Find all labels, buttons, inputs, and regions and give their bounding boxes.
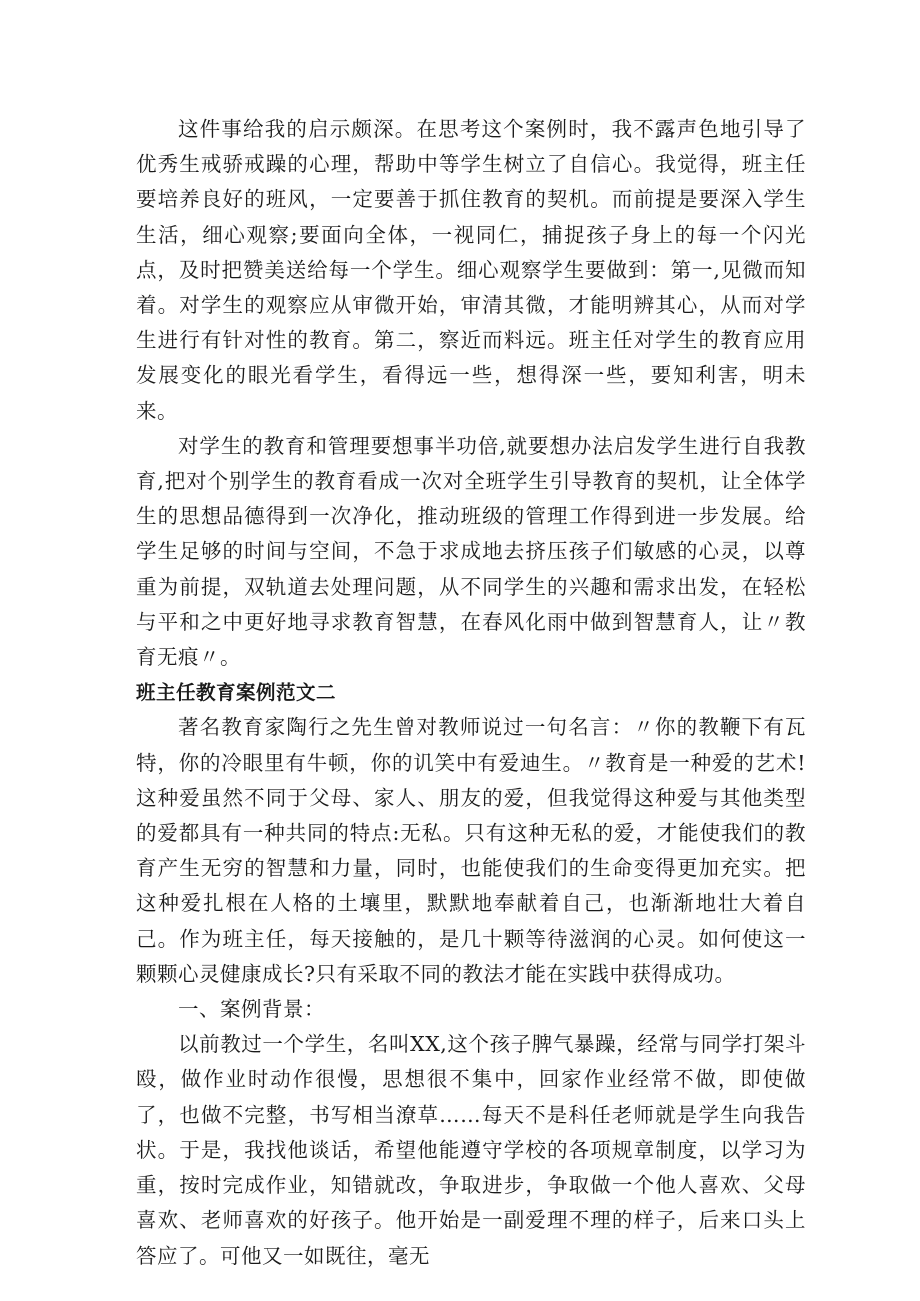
paragraph-love-of-education: 著名教育家陶行之先生曾对教师说过一句名言：〃你的教鞭下有瓦特，你的冷眼里有牛顿，你的讥笑中有爱迪生。〃教育是一种爱的艺术!这种爱虽然不同于父母、家人、朋友的爱，但我觉得这种爱与其他类型的爱都具有一种共同的特点:无私。只有这种无私的爱，才能使我们的教育产生无穷的智慧和力量，同时，也能使我们的生命变得更加充实。把这种爱扎根在人格的土壤里，默默地奉献着自己，也渐渐地壮大着自己。作为班主任，每天接触的，是几十颗等待滋润的心灵。如何使这一颗颗心灵健康成长?只有采取不同的教法才能在实践中获得成功。 (136, 715, 806, 986)
paragraph-student-story: 以前教过一个学生，名叫XX,这个孩子脾气暴躁，经常与同学打架斗殴，做作业时动作很慢，思想很不集中，回家作业经常不做，即使做了，也做不完整，书写相当潦草……每天不是科任老师就是学生向我告状。于是，我找他谈话，希望他能遵守学校的各项规章制度，以学习为重，按时完成作业，知错就改，争取进步，争取做一个他人喜欢、父母喜欢、老师喜欢的好孩子。他开始是一副爱理不理的样子，后来口头上答应了。可他又一如既往，毫无 (136, 1032, 806, 1268)
section-title: 班主任教育案例范文二 (136, 681, 337, 705)
paragraph-case-reflection: 这件事给我的启示颇深。在思考这个案例时，我不露声色地引导了优秀生戒骄戒躁的心理，帮助中等学生树立了自信心。我觉得，班主任要培养良好的班风，一定要善于抓住教育的契机。而前提是要深入学生生活，细心观察;要面向全体，一视同仁，捕捉孩子身上的每一个闪光点，及时把赞美送给每一个学生。细心观察学生要做到：第一,见微而知着。对学生的观察应从审微开始，审清其微，才能明辨其心，从而对学生进行有针对性的教育。第二，察近而料远。班主任对学生的教育应用发展变化的眼光看学生，看得远一些，想得深一些，要知利害，明未来。 (136, 117, 806, 423)
subheading-case-background: 一、案例背景： (178, 997, 325, 1022)
document-page (136, 112, 806, 1274)
paragraph-self-education: 对学生的教育和管理要想事半功倍,就要想办法启发学生进行自我教育,把对个别学生的教育看成一次对全班学生引导教育的契机，让全体学生的思想品德得到一次净化，推动班级的管理工作得到进一步发展。给学生足够的时间与空间，不急于求成地去挤压孩子们敏感的心灵，以尊重为前提，双轨道去处理问题，从不同学生的兴趣和需求出发，在轻松与平和之中更好地寻求教育智慧，在春风化雨中做到智慧育人，让〃教育无痕〃。 (136, 433, 806, 670)
